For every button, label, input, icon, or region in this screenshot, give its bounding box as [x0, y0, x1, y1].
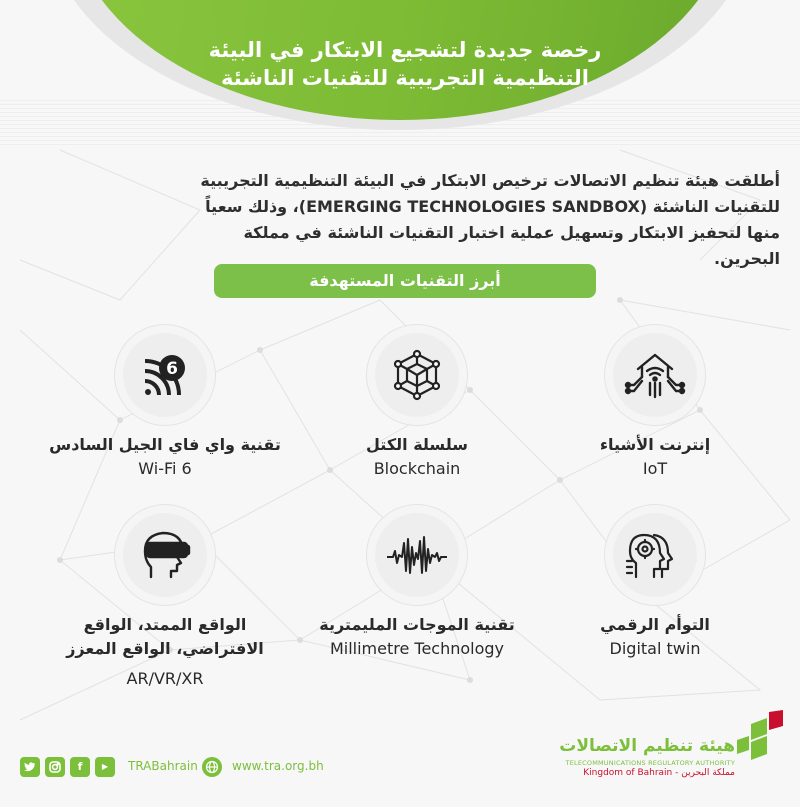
iot-label-en: IoT [642, 459, 668, 478]
digital-twin-label-en: Digital twin [609, 639, 701, 658]
twitter-icon[interactable] [20, 757, 40, 777]
wifi6-icon [139, 349, 191, 401]
waveform-icon-circle [367, 505, 467, 605]
tech-item-blockchain [297, 325, 537, 481]
digital-twin-icon-circle [605, 505, 705, 605]
page-title [170, 36, 640, 92]
tech-item-ar-vr-xr [45, 505, 285, 691]
iot-icon-circle [605, 325, 705, 425]
intro-paragraph: أطلقت هيئة تنظيم الاتصالات ترخيص الابتكار في البيئة التنظيمية التجريبية للتقنيات الناشئة (EMERGING TECHNOLOGIES SANDBOX)، وذلك سعياً منها لتحفيز الابتكار وتسهيل عملية اختبار التقنيات الناشئة في مملكة البحرين. [200, 171, 780, 268]
tech-item-wifi6 [45, 325, 285, 481]
wifi6-icon-circle [115, 325, 215, 425]
svg-text:6: 6 [166, 359, 178, 379]
blockchain-icon-circle [367, 325, 467, 425]
tech-item-iot [535, 325, 775, 481]
social-handle[interactable]: TRABahrain [128, 759, 198, 773]
social-footer [20, 757, 440, 779]
millimetre-label-en: Millimetre Technology [329, 639, 505, 658]
globe-icon [202, 757, 222, 777]
tech-item-millimetre [297, 505, 537, 661]
ar-vr-label-en: AR/VR/XR [126, 669, 204, 688]
blockchain-label-en: Blockchain [373, 459, 461, 478]
instagram-icon[interactable] [45, 757, 65, 777]
tech-item-digital-twin [535, 505, 775, 661]
iot-icon [624, 347, 686, 403]
title-line-2: التنظيمية التجريبية للتقنيات الناشئة [221, 66, 589, 90]
waveform-icon [385, 533, 449, 577]
vr-headset-icon-circle [115, 505, 215, 605]
digital-twin-icon [624, 527, 686, 583]
blockchain-icon [390, 348, 444, 402]
wifi6-label-ar: تقنية واي فاي الجيل السادس [49, 435, 281, 454]
wifi6-label-en: Wi-Fi 6 [138, 459, 192, 478]
vr-headset-icon [137, 527, 193, 583]
logo-kingdom: Kingdom of Bahrain - مملكة البحرين [583, 768, 735, 778]
tra-logo-mark [737, 710, 785, 770]
section-title: أبرز التقنيات المستهدفة [214, 264, 596, 298]
iot-label-ar: إنترنت الأشياء [599, 435, 711, 454]
digital-twin-label-ar: التوأم الرقمي [600, 615, 710, 634]
ar-vr-label-ar-2: الافتراضي، الواقع المعزز [66, 639, 264, 658]
millimetre-label-ar: تقنية الموجات المليمترية [319, 615, 515, 634]
title-line-1: رخصة جديدة لتشجيع الابتكار في البيئة [208, 38, 602, 62]
youtube-icon[interactable]: ▶ [95, 757, 115, 777]
logo-name-ar: هيئة تنظيم الاتصالات [559, 736, 735, 756]
logo-name-en: TELECOMMUNICATIONS REGULATORY AUTHORITY [565, 759, 735, 767]
tra-logo [559, 710, 785, 780]
website-link[interactable]: www.tra.org.bh [232, 759, 324, 773]
ar-vr-label-ar-1: الواقع الممتد، الواقع [83, 615, 247, 634]
header [0, 0, 800, 150]
blockchain-label-ar: سلسلة الكتل [366, 435, 468, 454]
facebook-icon[interactable]: f [70, 757, 90, 777]
